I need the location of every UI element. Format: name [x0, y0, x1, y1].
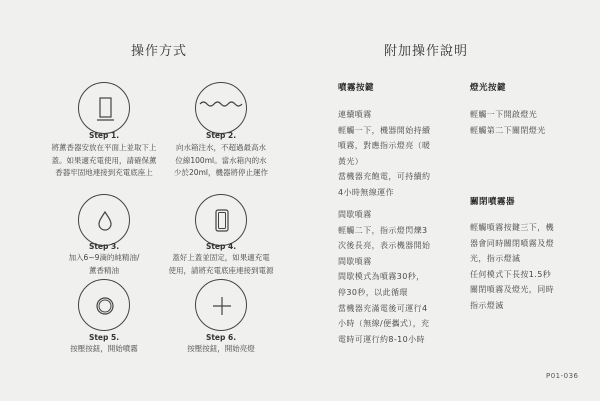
water-wave-icon — [195, 82, 247, 134]
step-4-label: Step 4. — [205, 242, 237, 251]
page-code: P01-036 — [546, 372, 579, 380]
step-5-label: Step 5. — [88, 333, 120, 342]
mist-continuous-text: 連續噴霧 輕觸一下，機器開始持續 噴霧，對應指示燈亮（暖 黃光） 當機器充飽電，可持續約 4小時無線運作 — [338, 110, 431, 197]
lid-icon — [195, 194, 247, 246]
step-5-desc: 按壓按鈕，開始噴霧 — [70, 344, 138, 353]
turn-off-title: 關閉噴霧器 — [470, 197, 516, 207]
oil-drop-icon — [78, 194, 130, 246]
step-4-desc: 蓋好上蓋並固定，如果適充電 使用，請將充電底座連接到電源 — [168, 253, 274, 275]
mist-intermittent-text: 間歇噴霧 輕觸二下，指示燈閃爍3 次後長亮，表示機器開始 間歇噴霧 間歇模式為噴霧30秒， 停30秒，以此循環 當機器充滿電後可運行4 小時（無線/便攜式），充 電時可運行約8-10小時 — [338, 210, 431, 344]
mist-button-title: 噴霧按鍵 — [338, 83, 375, 93]
light-button-title: 燈光按鍵 — [470, 83, 507, 93]
step-3-label: Step 3. — [88, 242, 120, 251]
turn-off-text: 輕觸噴霧按鍵三下，機 器會同時關閉噴霧及燈 光，指示燈滅 任何模式下長按1.5秒 關閉噴霧及燈光，同時 指示燈滅 — [470, 223, 554, 310]
step-3-desc: 加入6~9滴的純精油/ 薰香精油 — [68, 253, 140, 275]
plus-icon — [195, 279, 247, 331]
left-title: 操作方式 — [131, 44, 188, 59]
step-2-label: Step 2. — [205, 131, 237, 140]
step-6-label: Step 6. — [205, 333, 237, 342]
step-1-label: Step 1. — [88, 131, 120, 140]
light-button-text: 輕觸一下開啟燈光 輕觸第二下關閉燈光 — [470, 110, 546, 135]
button-ring-icon — [78, 279, 130, 331]
step-6-desc: 按壓按鈕，開始亮燈 — [187, 344, 255, 353]
diffuser-cup-icon — [78, 82, 130, 134]
step-1-desc: 將薰香器安放在平面上並取下上 蓋。如果適充電使用，請確保薰 香器牢固地連接到充電底座上 — [51, 143, 157, 177]
step-2-desc: 向水箱注水，不超過最高水 位線100ml。當水箱內的水 少於20ml，機器將停止運作 — [174, 143, 268, 177]
right-title: 附加操作說明 — [384, 44, 469, 59]
